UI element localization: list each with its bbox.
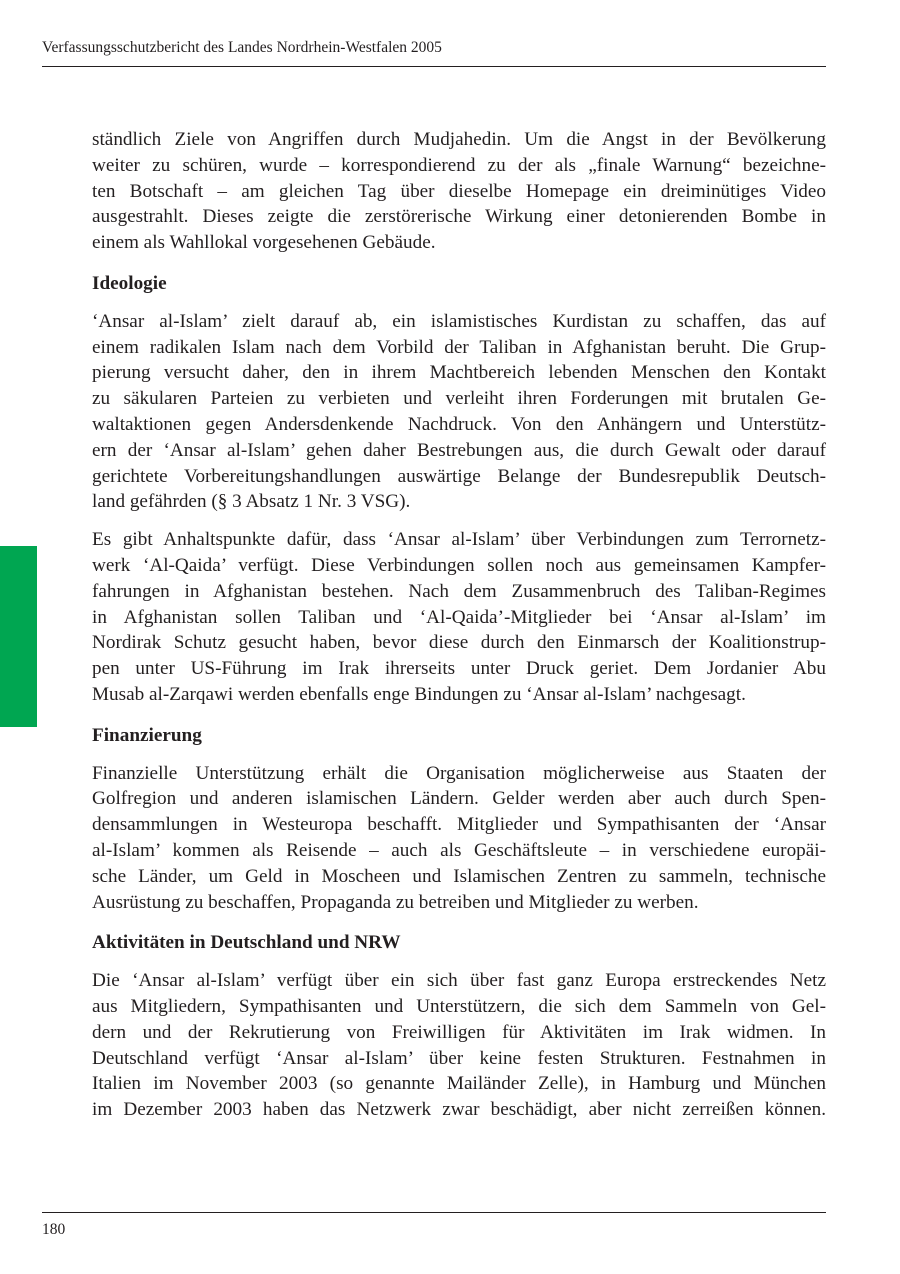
section-heading-aktivitaeten: Aktivitäten in Deutschland und NRW <box>92 932 401 954</box>
chapter-marker-tab <box>0 546 37 727</box>
text-line: Die ‘Ansar al-Islam’ verfügt über ein sich über fast ganz Europa erstreckendes Netz <box>92 970 826 992</box>
text-line: pen unter US-Führung im Irak ihrerseits unter Druck geriet. Dem Jordanier Abu <box>92 658 826 680</box>
ideologie-paragraph-1 <box>92 309 826 515</box>
ideologie-paragraph-2 <box>92 527 826 708</box>
text-line: pierung versucht daher, den in ihrem Machtbereich lebenden Menschen den Kontakt <box>92 362 826 384</box>
text-line: Golfregion und anderen islamischen Ländern. Gelder werden aber auch durch Spen- <box>92 788 826 810</box>
text-line: Ausrüstung zu beschaffen, Propaganda zu betreiben und Mitglieder zu werben. <box>92 891 699 913</box>
text-line: zu säkularen Parteien zu verbieten und verleiht ihren Forderungen mit brutalen Ge- <box>92 388 826 410</box>
text-line: einem als Wahllokal vorgesehenen Gebäude. <box>92 232 436 254</box>
text-line: fahrungen in Afghanistan bestehen. Nach dem Zusammenbruch des Taliban-Regimes <box>92 580 826 602</box>
text-line: Es gibt Anhaltspunkte dafür, dass ‘Ansar al-Islam’ über Verbindungen zum Terrornetz- <box>92 529 826 551</box>
intro-paragraph <box>92 127 826 256</box>
text-line: ständlich Ziele von Angriffen durch Mudjahedin. Um die Angst in der Bevölkerung <box>92 129 826 150</box>
text-line: einem radikalen Islam nach dem Vorbild der Taliban in Afghanistan beruht. Die Grup- <box>92 336 826 358</box>
text-line: al-Islam’ kommen als Reisende – auch als Geschäftsleute – in verschiedene europäi- <box>92 839 826 861</box>
text-line: weiter zu schüren, wurde – korrespondierend zu der als „finale Warnung“ bezeichne- <box>92 154 826 176</box>
text-line: aus Mitgliedern, Sympathisanten und Unterstützern, die sich dem Sammeln von Gel- <box>92 995 826 1017</box>
text-line: dern und der Rekrutierung von Freiwilligen für Aktivitäten im Irak widmen. In <box>92 1021 826 1043</box>
text-line: Deutschland verfügt ‘Ansar al-Islam’ über keine festen Strukturen. Festnahmen in <box>92 1047 826 1069</box>
text-line: Italien im November 2003 (so genannte Mailänder Zelle), in Hamburg und München <box>92 1073 826 1095</box>
text-line: gerichtete Vorbereitungshandlungen auswärtige Belange der Bundesrepublik Deutsch- <box>92 465 826 487</box>
page-number: 180 <box>42 1221 66 1238</box>
text-line: land gefährden (§ 3 Absatz 1 Nr. 3 VSG). <box>92 491 411 513</box>
text-line: ausgestrahlt. Dieses zeigte die zerstörerische Wirkung einer detonierenden Bombe in <box>92 206 826 228</box>
text-line: ten Botschaft – am gleichen Tag über dieselbe Homepage ein dreiminütiges Video <box>92 180 826 202</box>
text-line: ‘Ansar al-Islam’ zielt darauf ab, ein islamistisches Kurdistan zu schaffen, das auf <box>92 310 826 332</box>
running-header: Verfassungsschutzbericht des Landes Nordrhein-Westfalen 2005 <box>42 39 442 56</box>
text-line: Finanzielle Unterstützung erhält die Organisation möglicherweise aus Staaten der <box>92 762 826 784</box>
finanzierung-paragraph <box>92 761 826 916</box>
text-line: Musab al-Zarqawi werden ebenfalls enge Bindungen zu ‘Ansar al-Islam’ nachgesagt. <box>92 683 746 705</box>
text-line: im Dezember 2003 haben das Netzwerk zwar beschädigt, aber nicht zerreißen können. <box>92 1099 826 1121</box>
text-line: densammlungen in Westeuropa beschafft. Mitglieder und Sympathisanten der ‘Ansar <box>92 814 826 836</box>
header-divider <box>42 66 826 67</box>
section-heading-finanzierung: Finanzierung <box>92 724 202 746</box>
text-line: sche Länder, um Geld in Moscheen und Islamischen Zentren zu sammeln, technische <box>92 865 826 887</box>
aktivitaeten-paragraph <box>92 968 826 1123</box>
text-line: werk ‘Al-Qaida’ verfügt. Diese Verbindungen sollen noch aus gemeinsamen Kampfer- <box>92 554 826 576</box>
text-line: ern der ‘Ansar al-Islam’ gehen daher Bestrebungen aus, die durch Gewalt oder darauf <box>92 439 826 461</box>
text-line: in Afghanistan sollen Taliban und ‘Al-Qaida’-Mitglieder bei ‘Ansar al-Islam’ im <box>92 606 826 628</box>
main-text <box>92 127 826 1123</box>
text-line: Nordirak Schutz gesucht haben, bevor diese durch den Einmarsch der Koalitionstrup- <box>92 632 826 654</box>
text-line: waltaktionen gegen Andersdenkende Nachdruck. Von den Anhängern und Unterstütz- <box>92 413 826 435</box>
section-heading-ideologie: Ideologie <box>92 272 167 294</box>
footer-divider <box>42 1212 826 1213</box>
